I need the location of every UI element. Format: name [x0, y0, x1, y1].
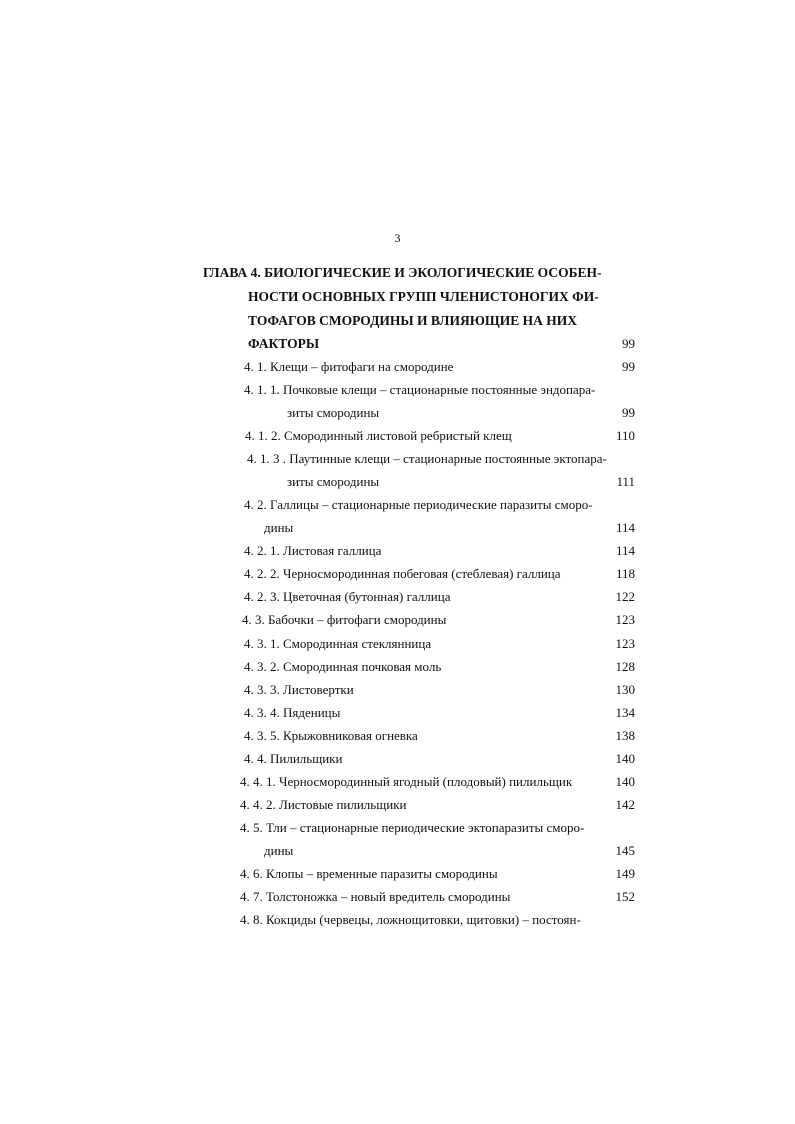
toc-entry-line: 4. 2. 2. Черносмородинная побеговая (стеблевая) галлица: [244, 566, 561, 581]
toc-entry-page: 123: [615, 612, 635, 627]
toc-entry-page: 138: [615, 728, 635, 743]
toc-entry-page: 99: [622, 405, 635, 420]
chapter-line-2: НОСТИ ОСНОВНЫХ ГРУПП ЧЛЕНИСТОНОГИХ ФИ-: [248, 289, 599, 304]
toc-entry-page: 140: [615, 774, 635, 789]
toc-entry-page: 145: [615, 843, 635, 858]
toc-entry-page: 114: [615, 543, 635, 558]
toc-entry-line: 4. 3. 5. Крыжовниковая огневка: [244, 728, 418, 743]
chapter-line-4: ФАКТОРЫ: [248, 336, 320, 351]
toc-entry-page: 149: [615, 866, 635, 881]
toc-entry-page: 140: [615, 751, 635, 766]
page-number: 3: [394, 231, 401, 245]
toc-entry-line: 4. 3. 2. Смородинная почковая моль: [244, 659, 442, 674]
toc-entry-line: 4. 1. Клещи – фитофаги на смородине: [244, 359, 454, 374]
toc-entry-line: 4. 3. 1. Смородинная стеклянница: [244, 636, 432, 651]
toc-entry-line: зиты смородины: [287, 405, 380, 420]
toc-entry-line: 4. 3. 4. Пяденицы: [244, 705, 341, 720]
toc-entry-line: 4. 1. 3 . Паутинные клещи – стационарные постоянные эктопара-: [247, 451, 607, 466]
toc-entry-page: 111: [616, 474, 635, 489]
toc-entry-line: 4. 7. Толстоножка – новый вредитель смородины: [240, 889, 511, 904]
toc-entry-page: 99: [622, 359, 635, 374]
toc-entry-line: 4. 8. Кокциды (червецы, ложнощитовки, щитовки) – постоян-: [240, 912, 581, 927]
toc-entry-line: дины: [264, 843, 294, 858]
toc-entry-page: 128: [615, 659, 635, 674]
toc-entry-line: 4. 5. Тли – стационарные периодические эктопаразиты сморо-: [240, 820, 585, 835]
chapter-line-1: ГЛАВА 4. БИОЛОГИЧЕСКИЕ И ЭКОЛОГИЧЕСКИЕ ОСОБЕН-: [203, 265, 602, 280]
toc-entry-page: 110: [615, 428, 635, 443]
toc-entry-line: 4. 4. Пилильщики: [244, 751, 343, 766]
toc-entry-line: 4. 4. 2. Листовые пилильщики: [240, 797, 407, 812]
chapter-page: 99: [622, 336, 635, 351]
toc-entry-page: 134: [615, 705, 635, 720]
toc-entry-line: зиты смородины: [287, 474, 380, 489]
toc-entry-page: 118: [615, 566, 635, 581]
toc-entry-line: 4. 1. 2. Смородинный листовой ребристый клещ: [245, 428, 512, 443]
toc-entry-line: 4. 1. 1. Почковые клещи – стационарные постоянные эндопара-: [244, 382, 596, 397]
toc-entry-line: 4. 4. 1. Черносмородинный ягодный (плодовый) пилильщик: [240, 774, 573, 789]
toc-entry-page: 114: [615, 520, 635, 535]
chapter-line-3: ТОФАГОВ СМОРОДИНЫ И ВЛИЯЮЩИЕ НА НИХ: [248, 313, 577, 328]
toc-entry-page: 142: [615, 797, 635, 812]
toc-entry-line: 4. 3. Бабочки – фитофаги смородины: [242, 612, 447, 627]
toc-entry-line: 4. 2. 1. Листовая галлица: [244, 543, 382, 558]
toc-entry-page: 122: [615, 589, 635, 604]
toc-entry-page: 130: [615, 682, 635, 697]
toc-entry-line: дины: [264, 520, 294, 535]
toc-entry-line: 4. 6. Клопы – временные паразиты смородины: [240, 866, 498, 881]
toc-entry-line: 4. 2. 3. Цветочная (бутонная) галлица: [244, 589, 451, 604]
toc-entry-line: 4. 2. Галлицы – стационарные периодические паразиты сморо-: [244, 497, 593, 512]
toc-entry-page: 152: [615, 889, 635, 904]
toc-entry-line: 4. 3. 3. Листовертки: [244, 682, 354, 697]
toc-entry-page: 123: [615, 636, 635, 651]
